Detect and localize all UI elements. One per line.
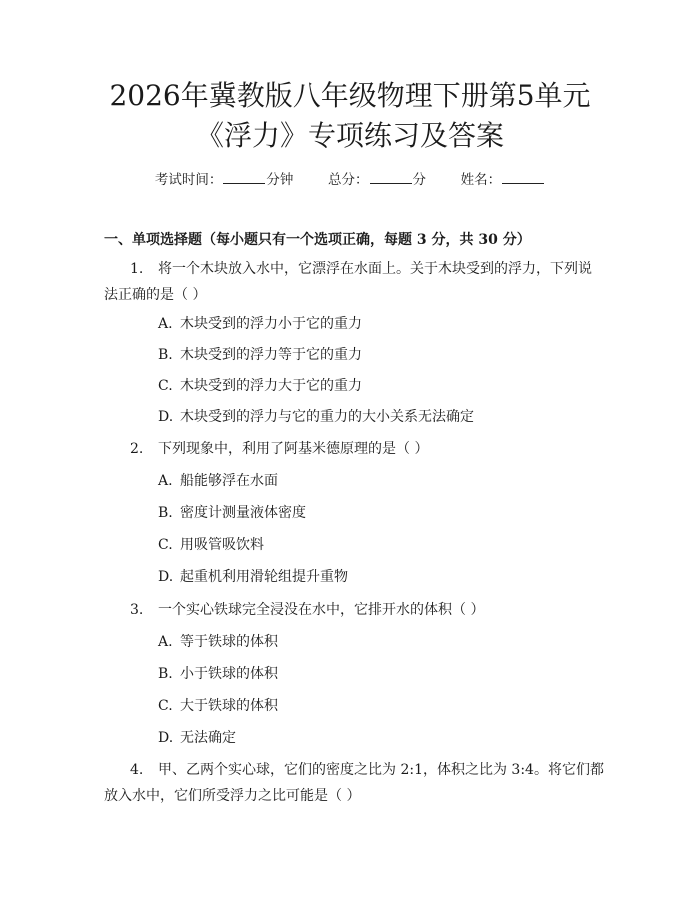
exam-time-label: 考试时间： — [154, 172, 223, 188]
question-2-option-c — [158, 535, 264, 555]
option-text: 用吸管吸饮料 — [180, 537, 264, 553]
exam-time-unit: 分钟 — [266, 172, 294, 188]
question-1-option-a — [158, 314, 362, 334]
option-text: 等于铁球的体积 — [180, 634, 278, 650]
option-label: B. — [158, 666, 173, 682]
question-3-option-c — [158, 696, 278, 716]
question-3-option-b — [158, 664, 278, 684]
option-text: 起重机利用滑轮组提升重物 — [180, 569, 348, 585]
question-3-option-a — [158, 632, 278, 652]
section-heading: 一、单项选择题（每小题只有一个选项正确，每题 3 分，共 30 分） — [104, 232, 531, 248]
question-text: 一个实心铁球完全浸没在水中，它排开水的体积（ ） — [158, 602, 485, 618]
name-blank — [502, 171, 544, 184]
question-2-option-a — [158, 471, 278, 491]
document-title: 2026年冀教版八年级物理下册第5单元《浮力》专项练习及答案 — [109, 79, 591, 152]
option-label: D. — [158, 569, 174, 585]
question-number: 2. — [130, 441, 144, 457]
exam-info-line — [0, 168, 700, 188]
question-number: 1. — [130, 261, 144, 277]
option-label: D. — [158, 730, 174, 746]
option-text: 木块受到的浮力小于它的重力 — [180, 316, 362, 332]
question-number: 4. — [130, 762, 144, 778]
option-text: 船能够浮在水面 — [180, 473, 278, 489]
question-1-option-d — [158, 407, 474, 427]
option-text: 无法确定 — [180, 730, 236, 746]
option-text: 大于铁球的体积 — [180, 698, 278, 714]
option-label: C. — [158, 378, 173, 394]
question-text: 甲、乙两个实心球，它们的密度之比为 2:1，体积之比为 3:4。将它们都放入水中，它们所受浮力之比可能是（ ） — [104, 762, 604, 804]
option-text: 密度计测量液体密度 — [180, 505, 306, 521]
option-label: A. — [158, 473, 173, 489]
option-label: D. — [158, 409, 174, 425]
question-2-option-d — [158, 567, 348, 587]
name-label: 姓名： — [460, 172, 502, 188]
option-text: 木块受到的浮力等于它的重力 — [180, 347, 362, 363]
question-1 — [104, 256, 604, 308]
question-2-option-b — [158, 503, 306, 523]
score-label: 总分： — [328, 172, 369, 188]
option-text: 木块受到的浮力大于它的重力 — [180, 378, 362, 394]
score-unit: 分 — [412, 172, 426, 188]
question-1-option-b — [158, 345, 362, 365]
option-label: A. — [158, 316, 173, 332]
question-text: 将一个木块放入水中，它漂浮在水面上。关于木块受到的浮力，下列说法正确的是（ ） — [104, 261, 592, 303]
option-label: C. — [158, 698, 173, 714]
exam-time-blank — [223, 171, 265, 184]
question-4 — [104, 757, 604, 809]
option-label: A. — [158, 634, 173, 650]
option-text: 木块受到的浮力与它的重力的大小关系无法确定 — [180, 409, 474, 425]
question-number: 3. — [130, 602, 144, 618]
question-3-option-d — [158, 728, 236, 748]
question-1-option-c — [158, 376, 362, 396]
option-label: C. — [158, 537, 173, 553]
question-text: 下列现象中，利用了阿基米德原理的是（ ） — [158, 441, 429, 457]
option-text: 小于铁球的体积 — [180, 666, 278, 682]
question-3 — [104, 597, 604, 623]
option-label: B. — [158, 347, 173, 363]
score-blank — [370, 171, 412, 184]
option-label: B. — [158, 505, 173, 521]
question-2 — [104, 436, 604, 462]
